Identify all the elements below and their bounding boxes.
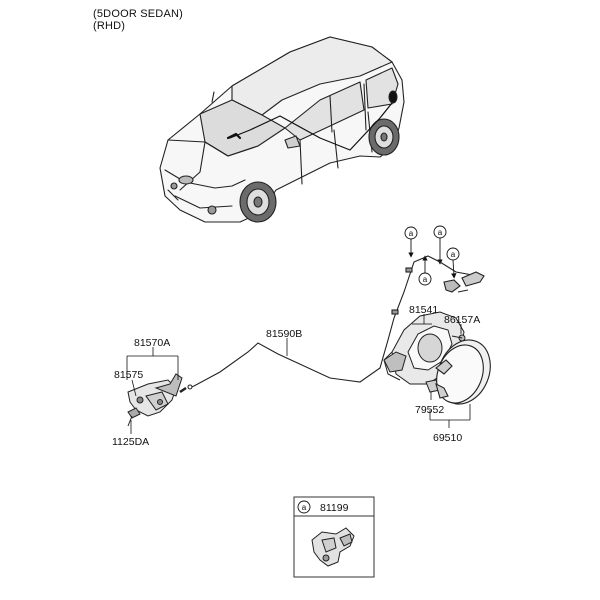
legend-letter: a (301, 503, 307, 512)
legend-part-81199: 81199 (320, 502, 349, 514)
part-label-81575: 81575 (114, 369, 144, 381)
callout-letter: a (437, 228, 443, 237)
part-label-81541: 81541 (409, 304, 439, 316)
opener-lever-assembly (128, 374, 182, 426)
part-label-81590B: 81590B (266, 328, 303, 340)
part-label-69510: 69510 (433, 432, 463, 444)
part-label-79552: 79552 (415, 404, 445, 416)
car-illustration (160, 37, 404, 222)
model-label: (5DOOR SEDAN) (93, 8, 183, 20)
part-label-81570A: 81570A (134, 337, 171, 349)
drive-label: (RHD) (93, 20, 126, 32)
callout-letter: a (408, 229, 414, 238)
legend-box (294, 497, 374, 577)
callout-letter: a (450, 250, 456, 259)
part-label-1125DA: 1125DA (112, 436, 150, 448)
callout-letter: a (422, 275, 428, 284)
part-label-86157A: 86157A (444, 314, 481, 326)
